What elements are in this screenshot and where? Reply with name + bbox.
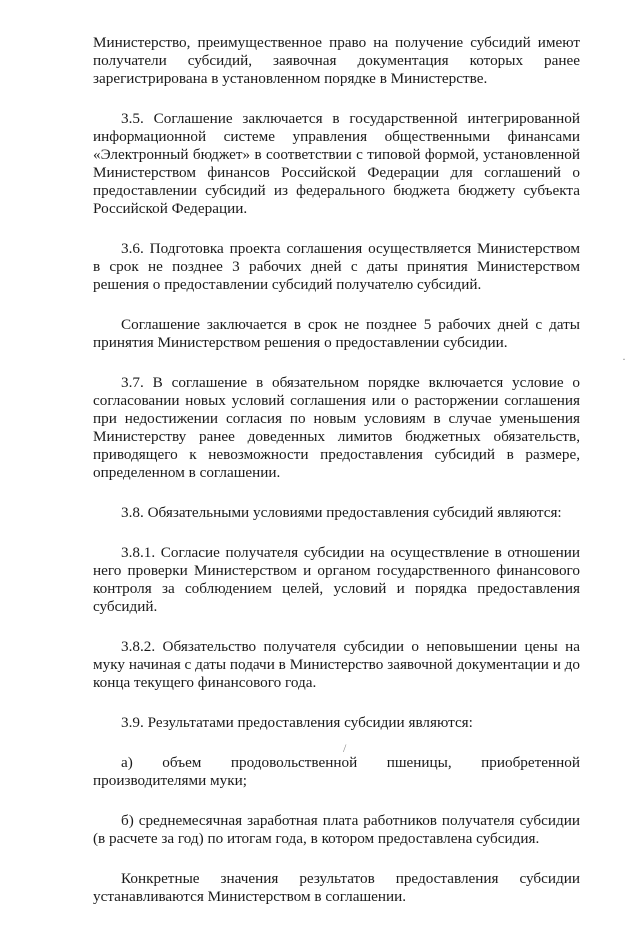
paragraph-3-6: 3.6. Подготовка проекта соглашения осуществляется Министерством в срок не позднее 3 рабочих дней с даты принятия Министерством решения о предоставлении субсидий получателю субсидий. [93,240,580,293]
paragraph-3-8-1: 3.8.1. Согласие получателя субсидии на осуществление в отношении него проверки Министерством и органом государственного финансового контроля за соблюдением целей, условий и порядка предоставления субсидий. [93,544,580,615]
paragraph-3-9: 3.9. Результатами предоставления субсидии являются: [121,714,473,731]
paragraph-agreement-term: Соглашение заключается в срок не позднее 5 рабочих дней с даты принятия Министерством решения о предоставлении субсидии. [93,316,580,351]
paragraph-3-9-a: а) объем продовольственной пшеницы, приобретенной производителями муки; [93,754,580,789]
scan-mark: / [343,741,347,755]
paragraph-3-7: 3.7. В соглашение в обязательном порядке включается условие о согласовании новых условий соглашения или о расторжении соглашения при недостижении согласия по новым условиям в случае уменьшения Министерству ранее доведенных лимитов бюджетных обязательств, приводящего к невозможности предоставления субсидий в размере, определенном в соглашении. [93,374,580,481]
paragraph-3-9-b: б) среднемесячная заработная плата работников получателя субсидии (в расчете за год) по итогам года, в котором предоставлена субсидия. [93,812,580,847]
paragraph-result-values: Конкретные значения результатов предоставления субсидии устанавливаются Министерством в соглашении. [93,870,580,905]
document-body [93,34,580,928]
paragraph-continuation: Министерство, преимущественное право на получение субсидий имеют получатели субсидий, заявочная документация которых ранее зарегистрирована в установленном порядке в Министерстве. [93,34,580,87]
paragraph-3-5: 3.5. Соглашение заключается в государственной интегрированной информационной системе управления общественными финансами «Электронный бюджет» в соответствии с типовой формой, установленной Министерством финансов Российской Федерации для соглашений о предоставлении субсидий из федерального бюджета бюджету субъекта Российской Федерации. [93,110,580,217]
paragraph-3-8: 3.8. Обязательными условиями предоставления субсидий являются: [121,504,562,521]
paragraph-3-8-2: 3.8.2. Обязательство получателя субсидии о неповышении цены на муку начиная с даты подачи в Министерство заявочной документации и до конца текущего финансового года. [93,638,580,691]
scan-mark: · [622,352,626,366]
